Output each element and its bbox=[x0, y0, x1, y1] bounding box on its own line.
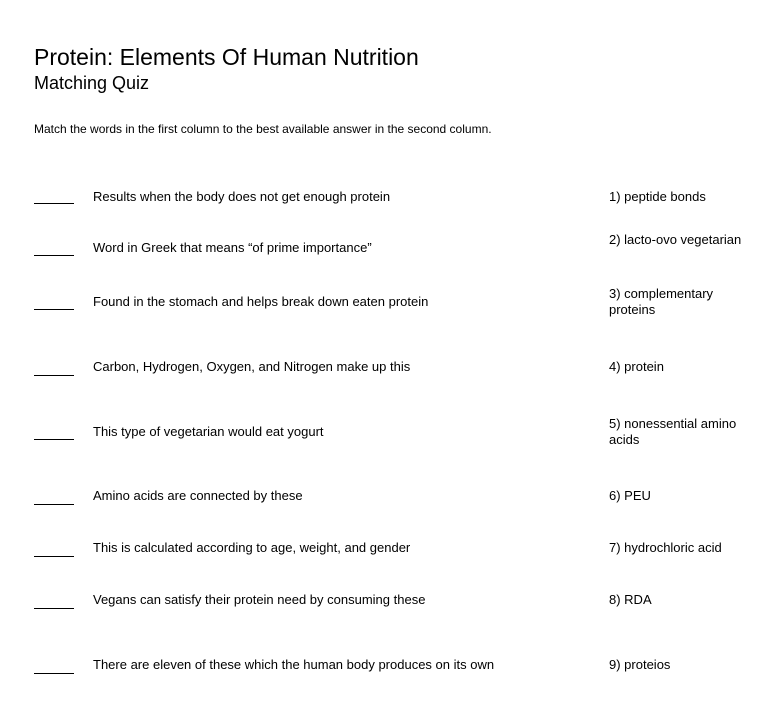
answer-option: 4) protein bbox=[609, 359, 664, 374]
answer-option: 3) complementary proteins bbox=[609, 286, 714, 317]
answer-blank[interactable] bbox=[34, 255, 74, 256]
question-text: This is calculated according to age, weight, and gender bbox=[93, 540, 411, 555]
answer-option: 2) lacto-ovo vegetarian bbox=[609, 232, 742, 247]
page-title: Protein: Elements Of Human Nutrition bbox=[34, 44, 419, 70]
question-text: Word in Greek that means “of prime importance” bbox=[93, 240, 372, 255]
question-text: Amino acids are connected by these bbox=[93, 488, 303, 503]
question-text: Carbon, Hydrogen, Oxygen, and Nitrogen make up this bbox=[93, 359, 411, 374]
answer-blank[interactable] bbox=[34, 504, 74, 505]
answer-blank[interactable] bbox=[34, 203, 74, 204]
answer-option: 8) RDA bbox=[609, 592, 652, 607]
answer-blank[interactable] bbox=[34, 309, 74, 310]
answer-option: 1) peptide bonds bbox=[609, 189, 706, 204]
instructions: Match the words in the first column to the best available answer in the second column. bbox=[34, 122, 492, 136]
answer-option: 7) hydrochloric acid bbox=[609, 540, 722, 555]
answer-blank[interactable] bbox=[34, 439, 74, 440]
answer-option: 9) proteios bbox=[609, 657, 671, 672]
answer-option: 6) PEU bbox=[609, 488, 651, 503]
answer-blank[interactable] bbox=[34, 375, 74, 376]
question-text: Found in the stomach and helps break down eaten protein bbox=[93, 294, 429, 309]
answer-blank[interactable] bbox=[34, 556, 74, 557]
question-text: This type of vegetarian would eat yogurt bbox=[93, 424, 324, 439]
question-text: Results when the body does not get enough protein bbox=[93, 189, 391, 204]
question-text: There are eleven of these which the human body produces on its own bbox=[93, 657, 495, 672]
answer-blank[interactable] bbox=[34, 608, 74, 609]
question-text: Vegans can satisfy their protein need by consuming these bbox=[93, 592, 426, 607]
page-subtitle: Matching Quiz bbox=[34, 73, 150, 93]
answer-option: 5) nonessential amino acids bbox=[609, 416, 737, 447]
answer-blank[interactable] bbox=[34, 673, 74, 674]
